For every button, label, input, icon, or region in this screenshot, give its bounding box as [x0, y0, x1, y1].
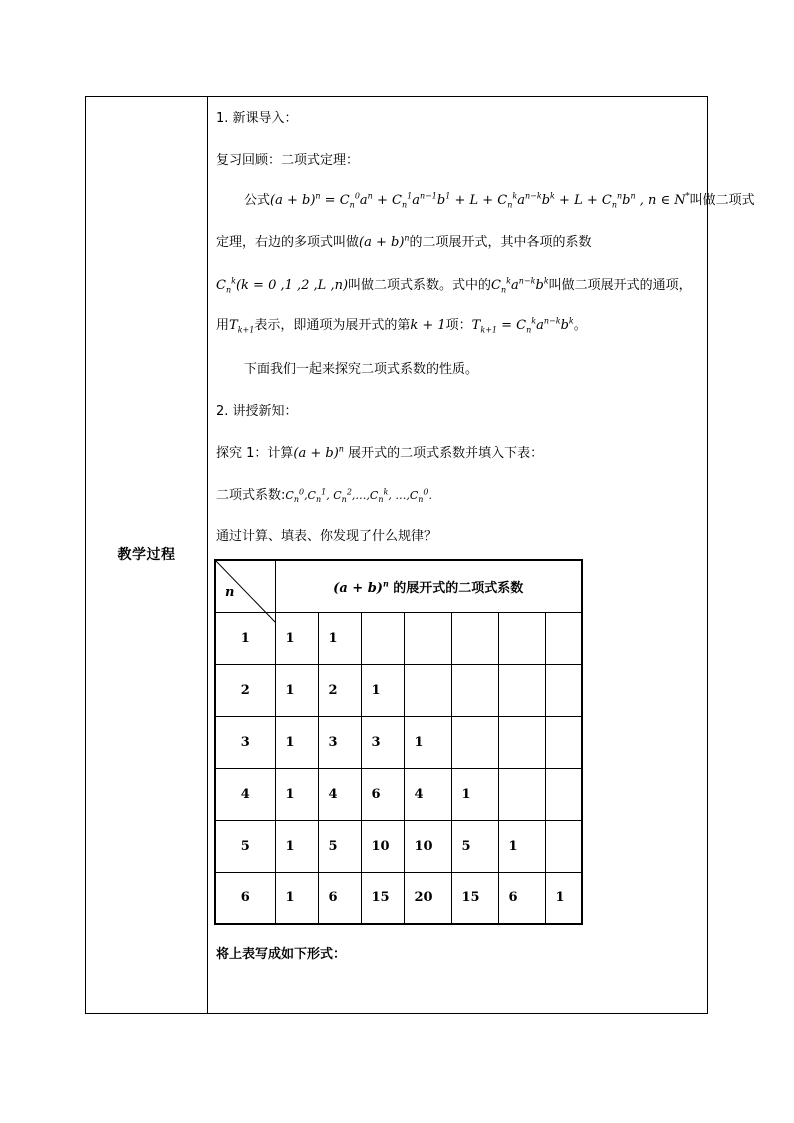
explore-intro: 下面我们一起来探究二项式系数的性质。 [244, 362, 479, 377]
coefficient-cell: 4 [404, 768, 451, 820]
row-n-cell: 6 [215, 872, 275, 924]
after-table-text: 将上表写成如下形式： [216, 947, 347, 962]
review-heading: 复习回顾：二项式定理： [216, 153, 360, 168]
coefficient-cell [361, 612, 404, 664]
coefficient-cell: 6 [498, 872, 545, 924]
coefficient-cell: 1 [361, 664, 404, 716]
coefficient-cell [451, 664, 498, 716]
coefficient-cell [545, 612, 582, 664]
table-header: $(a + b)^n$ 的展开式的二项式系数 [275, 560, 582, 612]
power-expr: $(a + b)^n$ [293, 444, 344, 461]
corner-label: n [225, 585, 235, 600]
coefficient-cell: 1 [275, 768, 318, 820]
term-symbol: $T_{k+1}$ [229, 318, 255, 335]
formula-label: 公式 [244, 193, 271, 208]
term-index: k + 1 [410, 318, 446, 333]
theorem-line-3: $C_n^k(k = 0$ ,1 ,2 ,L ,n)叫做二项式系数。式中的$C_n^ka^{n-k}b^k$叫做二项展开式的通项， [216, 276, 692, 295]
coefficient-cell: 6 [361, 768, 404, 820]
question-text: 通过计算、填表、你发现了什么规律？ [216, 529, 438, 544]
coefficient-expr: $C_n^k(k = 0$ ,1 ,2 ,L ,n) [216, 276, 349, 295]
row-n-cell: 3 [215, 716, 275, 768]
coefficient-cell: 3 [318, 716, 361, 768]
coefficient-cell: 10 [361, 820, 404, 872]
section-label: 教学过程 [117, 547, 176, 563]
coefficient-cell: 1 [498, 820, 545, 872]
coefficient-cell: 1 [275, 820, 318, 872]
new-knowledge-heading: 2. 讲授新知： [216, 404, 298, 419]
coefficient-cell [498, 768, 545, 820]
coefficient-cell [545, 664, 582, 716]
coefficient-cell: 10 [404, 820, 451, 872]
explore-task: 探究 1：计算$(a + b)^n$ 展开式的二项式系数并填入下表： [216, 444, 544, 461]
coefficient-cell [498, 612, 545, 664]
coefficient-cell [451, 716, 498, 768]
table-row [215, 664, 582, 716]
general-term-formula: $T_{k+1} = C_n^ka^{n-k}b^k$ [471, 316, 574, 335]
expansion-expr: $(a + b)^n$ [359, 233, 410, 250]
coefficient-cell [498, 716, 545, 768]
coefficient-cell: 6 [318, 872, 361, 924]
binomial-formula: $(a + b)^n = C_n^0a^n + C_n^1a^{n-1}b^1 + L + C_n^ka^{n-k}b^k + L + C_n^nb^n$ , n ∈ N* [270, 191, 690, 210]
corner-cell [215, 560, 275, 612]
coefficient-cell: 1 [404, 716, 451, 768]
row-n-cell: 1 [215, 612, 275, 664]
coefficient-cell [404, 664, 451, 716]
column-divider [207, 96, 208, 1014]
theorem-formula-line [244, 192, 755, 210]
coefficient-cell: 1 [275, 612, 318, 664]
coefficient-cell: 1 [275, 716, 318, 768]
coefficient-cell: 15 [361, 872, 404, 924]
intro-heading: 1. 新课导入： [216, 111, 298, 126]
coefficient-cell: 1 [275, 872, 318, 924]
coefficient-cell: 20 [404, 872, 451, 924]
coefficient-cell: 2 [318, 664, 361, 716]
table-row [215, 872, 582, 924]
coefficient-cell: 15 [451, 872, 498, 924]
coefficient-table [214, 559, 583, 925]
coefficient-cell [545, 768, 582, 820]
coefficient-cell: 4 [318, 768, 361, 820]
coefficient-cell [545, 716, 582, 768]
theorem-line-2: 定理，右边的多项式叫做$(a + b)^n$的二项展开式，其中各项的系数 [216, 233, 592, 250]
coefficient-cell: 3 [361, 716, 404, 768]
row-n-cell: 5 [215, 820, 275, 872]
coefficient-cell: 1 [545, 872, 582, 924]
coefficient-cell: 1 [451, 768, 498, 820]
coefficient-cell: 5 [318, 820, 361, 872]
coefficient-sequence: $C_n^0,C_n^1$, $C_n^2,\dots,C_n^k$, $\dots,C_n^0$. [285, 487, 432, 505]
coefficient-cell: 5 [451, 820, 498, 872]
coefficient-list: 二项式系数$:C_n^0,C_n^1$, $C_n^2,\dots,C_n^k$, $\dots,C_n^0$. [216, 487, 432, 505]
coefficient-cell [498, 664, 545, 716]
coefficient-cell: 1 [275, 664, 318, 716]
table-row [215, 820, 582, 872]
coefficient-cell [451, 612, 498, 664]
table-row [215, 716, 582, 768]
row-n-cell: 4 [215, 768, 275, 820]
coefficient-cell [545, 820, 582, 872]
row-n-cell: 2 [215, 664, 275, 716]
coefficient-cell [404, 612, 451, 664]
header-expr: $(a + b)^n$ [333, 578, 389, 596]
formula-suffix: 叫做二项式 [689, 193, 755, 208]
theorem-line-4: 用$T_{k+1}$表示，即通项为展开式的第k + 1项：$T_{k+1} = C_n^ka^{n-k}b^k$。 [216, 316, 587, 335]
coefficient-cell: 1 [318, 612, 361, 664]
table-row [215, 768, 582, 820]
general-term-expr: $C_n^ka^{n-k}b^k$ [491, 276, 549, 295]
